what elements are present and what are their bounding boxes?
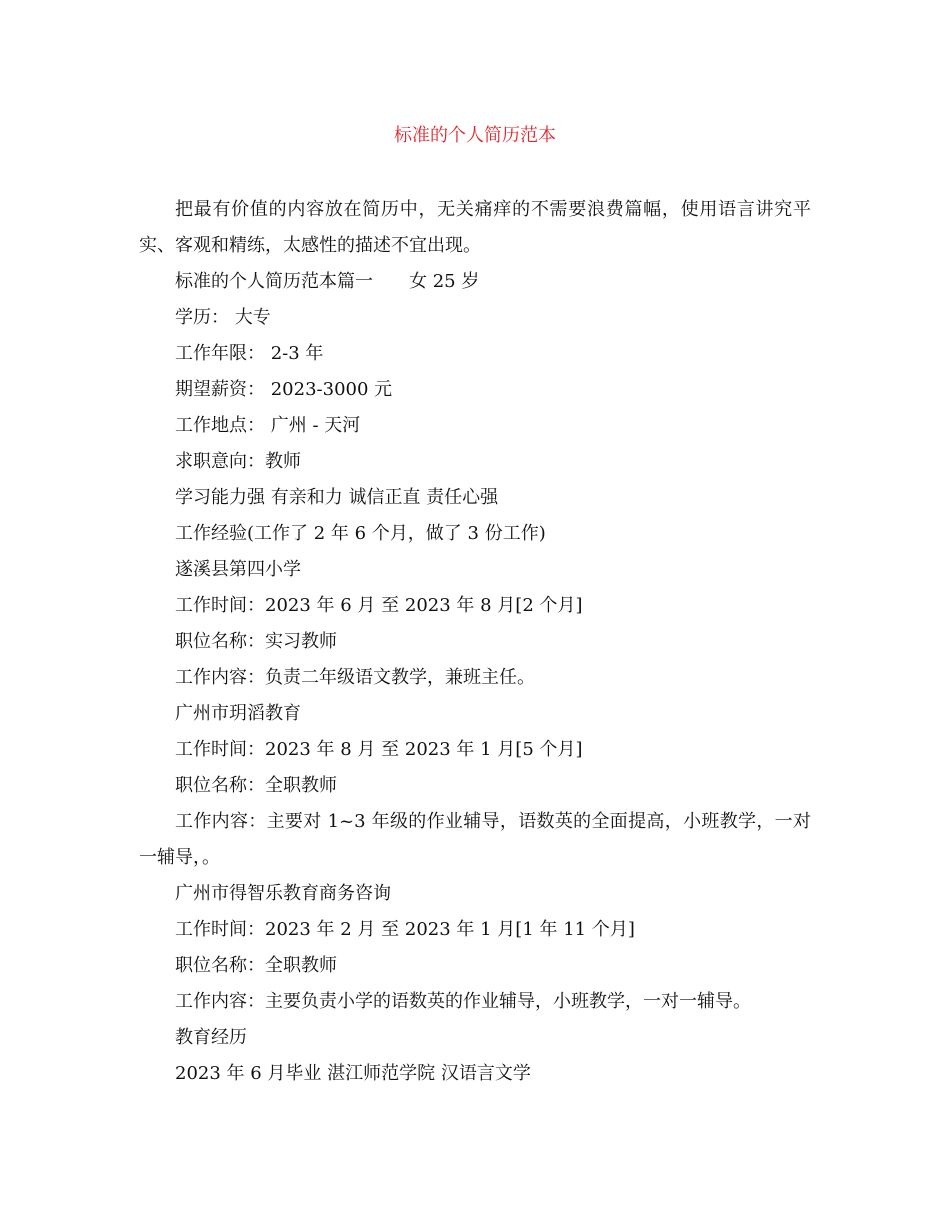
employer-name: 广州市得智乐教育商务咨询 [175,883,391,904]
employer-name: 遂溪县第四小学 [175,559,301,580]
document-body [139,192,811,1092]
job-description: 工作内容：负责二年级语文教学，兼班主任。 [175,667,535,688]
resume-gender-age: 女 25 岁 [409,271,480,292]
work-experience-heading: 工作经验(工作了 2 年 6 个月，做了 3 份工作) [175,523,546,544]
job-intention: 求职意向：教师 [175,451,301,472]
document-title: 标准的个人简历范本 [394,125,556,146]
intro-paragraph: 把最有价值的内容放在简历中，无关痛痒的不需要浪费篇幅，使用语言讲究平实、客观和精练，太感性的描述不宜出现。 [139,199,811,256]
education-heading: 教育经历 [175,1027,247,1048]
self-evaluation: 学习能力强 有亲和力 诚信正直 责任心强 [175,487,499,508]
job-title: 职位名称：全职教师 [175,955,337,976]
job-description: 工作内容：主要负责小学的语数英的作业辅导，小班教学，一对一辅导。 [175,991,751,1012]
education-entry: 2023 年 6 月毕业 湛江师范学院 汉语言文学 [175,1063,531,1084]
work-years: 工作年限： 2-3 年 [175,343,324,364]
resume-heading: 标准的个人简历范本篇一 [175,271,373,292]
work-period: 工作时间：2023 年 2 月 至 2023 年 1 月[1 年 11 个月] [175,919,635,940]
employer-name: 广州市玥滔教育 [175,703,301,724]
job-title: 职位名称：全职教师 [175,775,337,796]
work-location: 工作地点： 广州 - 天河 [175,415,361,436]
resume-header-line [139,264,811,300]
job-title: 职位名称：实习教师 [175,631,337,652]
work-period: 工作时间：2023 年 8 月 至 2023 年 1 月[5 个月] [175,739,583,760]
expected-salary: 期望薪资： 2023-3000 元 [175,379,393,400]
job-description: 工作内容：主要对 1~3 年级的作业辅导，语数英的全面提高，小班教学，一对一辅导，。 [139,811,811,868]
work-period: 工作时间：2023 年 6 月 至 2023 年 8 月[2 个月] [175,595,583,616]
education-level: 学历： 大专 [175,307,271,328]
